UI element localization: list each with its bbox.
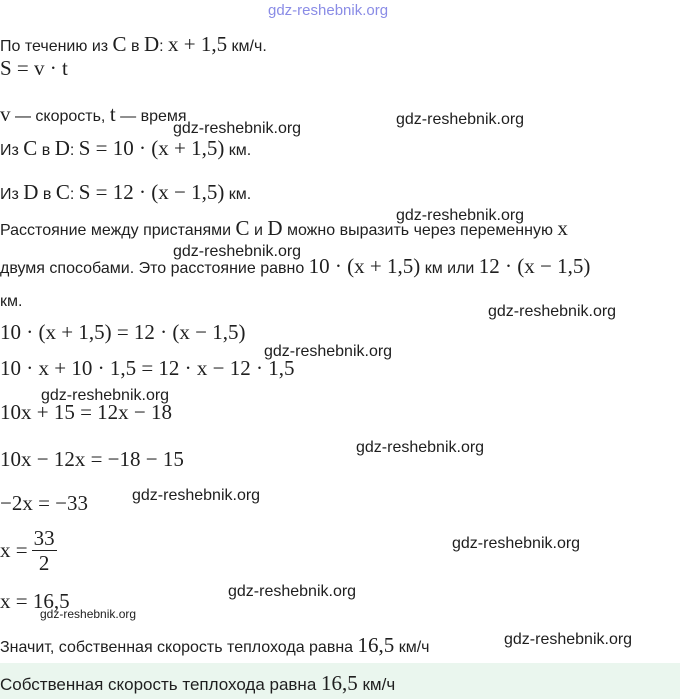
text-d-to-c: Из D в C: S = 12 · (x − 1,5) км. xyxy=(0,180,252,204)
watermark: gdz-reshebnik.org xyxy=(396,207,525,224)
watermark: gdz-reshebnik.org xyxy=(173,243,302,260)
equation-7: x = 16,5 xyxy=(0,589,70,613)
watermark: gdz-reshebnik.org xyxy=(452,535,581,552)
formula-distance: S = v · t xyxy=(0,56,68,80)
text-conclusion: Значит, собственная скорость теплохода равна 16,5 км/ч xyxy=(0,633,430,657)
watermark: gdz-reshebnik.org xyxy=(41,387,170,404)
watermark: gdz-reshebnik.org xyxy=(504,631,633,648)
watermark: gdz-reshebnik.org xyxy=(173,120,302,137)
watermark: gdz-reshebnik.org xyxy=(356,439,485,456)
watermark: gdz-reshebnik.org xyxy=(396,111,525,128)
watermark: gdz-reshebnik.org xyxy=(228,583,357,600)
watermark: gdz-reshebnik.org xyxy=(264,343,393,360)
watermark: gdz-reshebnik.org xyxy=(488,303,617,320)
equation-6-fraction: x = $\frac{33}{2}$ xyxy=(0,526,55,575)
text-distance-ways: двумя способами. Это расстояние равно 10 · (x + 1,5) км или 12 · (x − 1,5) xyxy=(0,254,591,278)
text-c-to-d: Из C в D: S = 10 · (x + 1,5) км. xyxy=(0,136,252,160)
text-distance-intro: Расстояние между пристанями C и D можно выразить через переменную x xyxy=(0,216,568,240)
equation-5: −2x = −33 xyxy=(0,491,89,515)
text-variable-legend: v — скорость, t — время xyxy=(0,102,187,126)
text-km: км. xyxy=(0,293,23,310)
answer-box xyxy=(0,663,680,699)
equation-3: 10x + 15 = 12x − 18 xyxy=(0,400,173,424)
watermark-small: gdz-reshebnik.org xyxy=(40,607,137,621)
answer-text: Собственная скорость теплохода равна 16,5 км/ч xyxy=(0,671,396,695)
watermark-top[interactable]: gdz-reshebnik.org xyxy=(268,2,389,19)
equation-2: 10 · x + 10 · 1,5 = 12 · x − 12 · 1,5 xyxy=(0,356,295,380)
equation-1: 10 · (x + 1,5) = 12 · (x − 1,5) xyxy=(0,320,246,344)
fraction: $\frac{33}{2}$ xyxy=(33,526,55,575)
watermark: gdz-reshebnik.org xyxy=(132,487,261,504)
equation-4: 10x − 12x = −18 − 15 xyxy=(0,447,184,471)
text-downstream-speed: По течению из C в D: x + 1,5 км/ч. xyxy=(0,32,267,56)
